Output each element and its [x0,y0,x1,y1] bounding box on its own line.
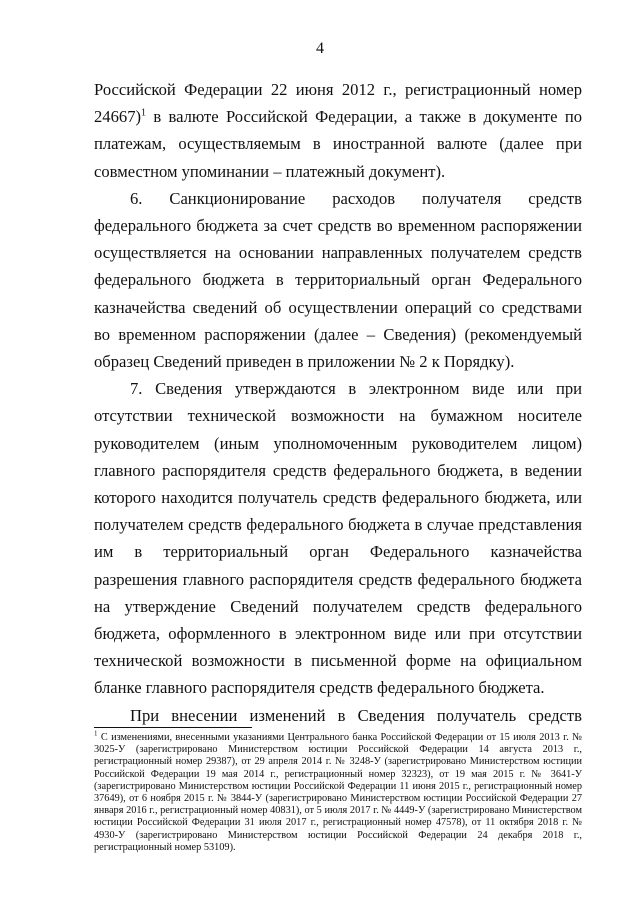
paragraph-text-tail: в валюте Российской Федерации, а также в документе по платежам, осуществляемым в иностранной валюте (далее при совместном упоминании – платежный документ). [94,107,582,181]
paragraph-6: 6. Санкционирование расходов получателя средств федерального бюджета за счет средств во временном распоряжении осуществляется на основании направленных получателем средств федерального бюджета в территориальный орган Федерального казначейства сведений об осуществлении операций со средствами во временном распоряжении (далее – Сведения) (рекомендуемый образец Сведений приведен в приложении № 2 к Порядку). [94,188,582,372]
footnote-reference: 1 [141,107,147,119]
paragraph-continuation [94,76,582,185]
footnote-marker: 1 [94,729,98,738]
paragraph-7: 7. Сведения утверждаются в электронном виде или при отсутствии технической возможности на бумажном носителе руководителем (иным уполномоченным руководителем лицом) главного распорядителя средств федерального бюджета, в ведении которого находится получатель средств федерального бюджета, или получателем средств федерального бюджета в случае представления им в территориальный орган Федерального казначейства разрешения главного распорядителя средств федерального бюджета на утверждение Сведений получателем средств федерального бюджета, оформленного в электронном виде или при отсутствии технической возможности в письменной форме на официальном бланке главного распорядителя средств федерального бюджета. [94,379,582,698]
paragraph-text: Российской Федерации 22 июня 2012 г., регистрационный номер 24667) [94,80,582,127]
paragraph-changes: При внесении изменений в Сведения получатель средств [130,705,582,725]
footnote [94,729,582,854]
body-text [94,76,582,729]
footnote-divider [94,727,252,728]
footnote-text: С изменениями, внесенными указаниями Центрального банка Российской Федерации от 15 июля 2013 г. № 3025-У (зарегистрировано Министерством юстиции Российской Федерации 14 августа 2013 г., регистрационный номер 29387), от 29 апреля 2014 г. № 3248-У (зарегистрировано Министерством юстиции Российской Федерации 19 мая 2014 г., регистрационный номер 32323), от 19 мая 2015 г. № 3641-У (зарегистрировано Министерством юстиции Российской Федерации 11 июня 2015 г., регистрационный номер 37649), от 6 ноября 2015 г. № 3844-У (зарегистрировано Министерством юстиции Российской Федерации 27 января 2016 г., регистрационный номер 40831), от 5 июля 2017 г. № 4449-У (зарегистрировано Министерством юстиции Российской Федерации 31 июля 2017 г., регистрационный номер 47578), от 11 октября 2018 г. № 4930-У (зарегистрировано Министерством юстиции Российской Федерации 24 декабря 2018 г., регистрационный номер 53109). [94,732,582,853]
page-number: 4 [316,40,324,57]
